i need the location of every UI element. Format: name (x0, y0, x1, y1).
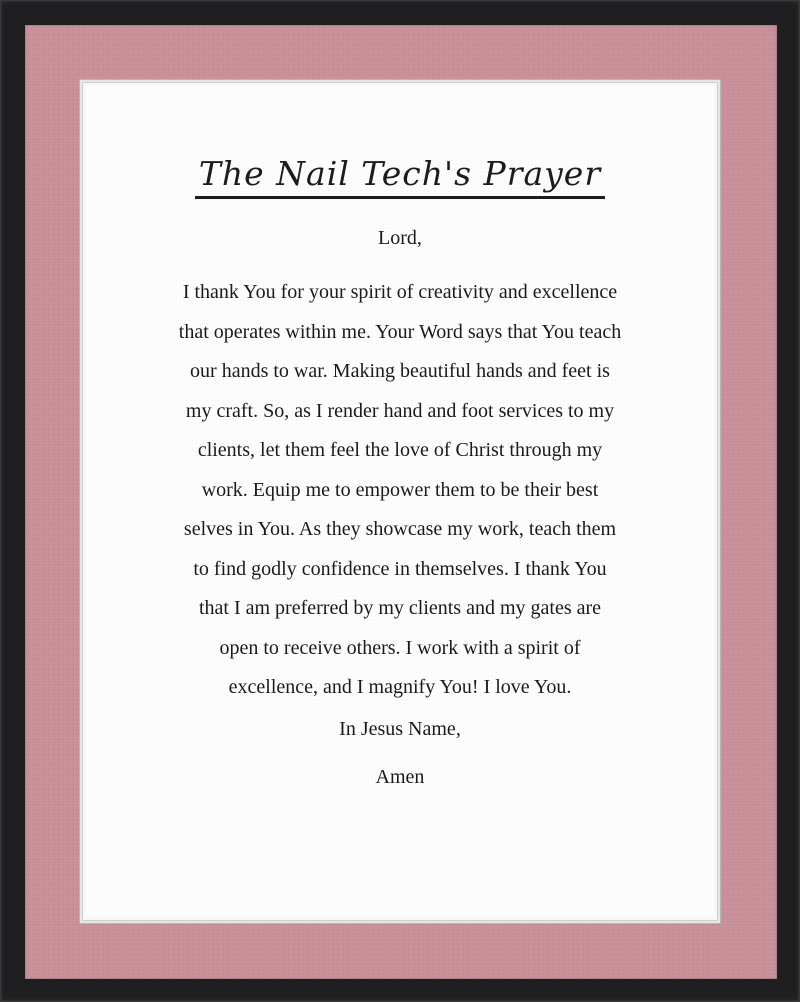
prayer-line: I thank You for your spirit of creativity and excellence (182, 281, 618, 303)
prayer-line: our hands to war. Making beautiful hands and feet is (190, 360, 610, 382)
prayer-line: that operates within me. Your Word says that You teach (178, 320, 622, 343)
salutation: Lord, (378, 227, 422, 249)
prayer-line: work. Equip me to empower them to be their best (201, 478, 599, 501)
signoff-amen: Amen (375, 766, 425, 788)
prayer-line: my craft. So, as I render hand and foot services to my (185, 399, 615, 422)
prayer-line: open to receive others. I work with a spirit of (219, 636, 581, 659)
prayer-line: that I am preferred by my clients and my gates are (198, 597, 602, 619)
paper-border (80, 80, 720, 923)
prayer-paper (86, 86, 714, 917)
prayer-body (116, 273, 684, 708)
prayer-line: clients, let them feel the love of Christ through my (197, 439, 603, 461)
prayer-line: selves in You. As they showcase my work, teach them (183, 518, 617, 540)
prayer-title: The Nail Tech's Prayer (195, 154, 605, 199)
prayer-line: excellence, and I magnify You! I love You. (228, 676, 572, 698)
prayer-line: to find godly confidence in themselves. I thank You (193, 557, 607, 580)
title-container (86, 154, 714, 199)
closing-line: In Jesus Name, (339, 718, 461, 740)
